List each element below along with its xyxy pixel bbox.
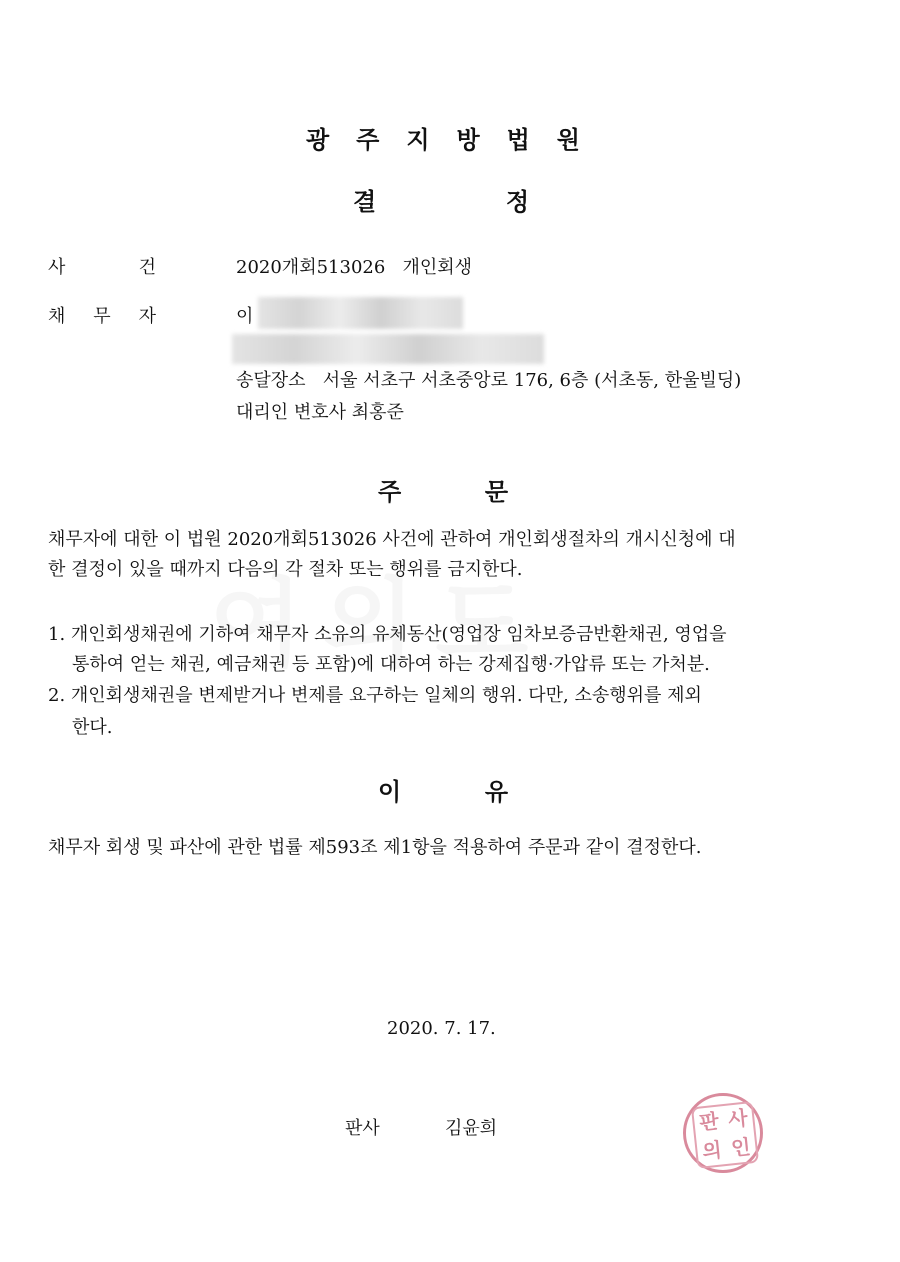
document-type-title (353, 182, 529, 217)
order-item-1-line-1: 1. 개인회생채권에 기하여 채무자 소유의 유체동산(영업장 임차보증금반환채권, 영업을 (48, 624, 727, 645)
judge-name: 김윤희 (445, 1118, 498, 1139)
case-number: 2020개회513026 개인회생 (236, 257, 473, 278)
document-type-char: 결 (353, 188, 377, 216)
case-label (48, 253, 156, 279)
reason-text: 채무자 회생 및 파산에 관한 법률 제593조 제1항을 적용하여 주문과 같이 결정한다. (48, 837, 702, 858)
redacted-debtor-address (232, 334, 544, 364)
judge-title: 판사 (345, 1118, 380, 1139)
court-title-char: 법 (506, 126, 530, 154)
court-title (306, 120, 580, 155)
order-heading-char: 주 (378, 478, 402, 506)
order-heading-char: 문 (484, 478, 508, 506)
order-item-2-line-1: 2. 개인회생채권을 변제받거나 변제를 요구하는 일체의 행위. 다만, 소송행위를 제외 (48, 685, 702, 706)
court-title-char: 주 (356, 126, 380, 154)
document-type-char: 정 (505, 188, 529, 216)
seal-char: 사 (726, 1105, 749, 1132)
seal-char: 판 (698, 1108, 720, 1135)
reason-heading-char: 유 (484, 778, 508, 806)
order-item-2-line-2: 한다. (72, 717, 113, 738)
order-item-1-line-2: 통하여 얻는 채권, 예금채권 등 포함)에 대하여 하는 강제집행·가압류 또는 가처분. (72, 654, 710, 675)
order-intro-line-1: 채무자에 대한 이 법원 2020개회513026 사건에 관하여 개인회생절차의 개시신청에 대 (48, 529, 736, 550)
order-heading (378, 472, 508, 507)
service-address: 송달장소 서울 서초구 서초중앙로 176, 6층 (서초동, 한울빌딩) (236, 370, 742, 391)
attorney: 대리인 변호사 최홍준 (236, 402, 404, 423)
order-intro-line-2: 한 결정이 있을 때까지 다음의 각 절차 또는 행위를 금지한다. (48, 559, 523, 580)
reason-heading (378, 772, 508, 807)
case-label-char: 건 (138, 257, 156, 278)
seal-char: 의 (701, 1137, 723, 1164)
debtor-label (48, 302, 156, 328)
judge-seal-stamp (683, 1093, 763, 1173)
redacted-debtor-name (258, 297, 463, 329)
decision-date: 2020. 7. 17. (387, 1018, 496, 1039)
court-title-char: 지 (406, 126, 430, 154)
court-title-char: 원 (556, 126, 580, 154)
seal-char: 인 (730, 1134, 752, 1161)
debtor-label-char: 채 (48, 306, 66, 327)
court-title-char: 방 (456, 126, 480, 154)
debtor-label-char: 무 (93, 306, 111, 327)
debtor-label-char: 자 (138, 306, 156, 327)
court-title-char: 광 (306, 126, 330, 154)
reason-heading-char: 이 (378, 778, 402, 806)
case-label-char: 사 (48, 257, 66, 278)
debtor-name: 이 (236, 306, 254, 327)
